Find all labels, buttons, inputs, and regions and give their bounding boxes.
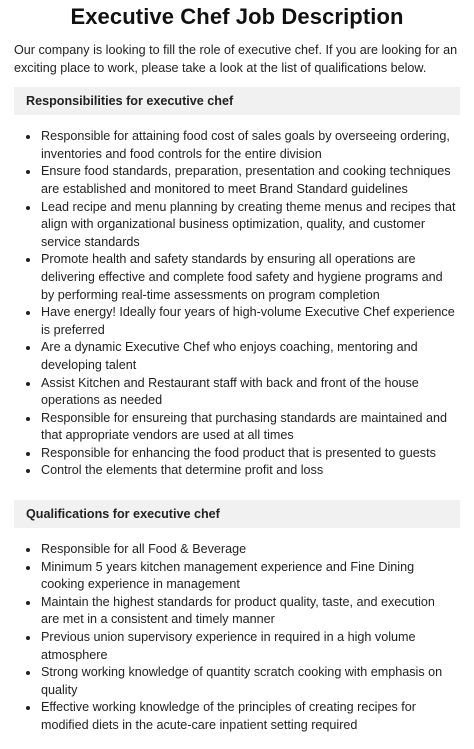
list-item: Promote health and safety standards by ensuring all operations are delivering effective and complete food safety and hygiene programs and by performing real-time assessments on program completion [41, 251, 460, 304]
page-title: Executive Chef Job Description [70, 4, 404, 29]
list-item: Responsible for ensureing that purchasing standards are maintained and that appropriate vendors are used at all times [41, 410, 460, 445]
list-item: Responsible for enhancing the food product that is presented to guests [41, 445, 460, 463]
list-item: Responsible for all Food & Beverage [41, 541, 460, 559]
responsibilities-list [14, 128, 460, 480]
list-item: Previous union supervisory experience in required in a high volume atmosphere [41, 629, 460, 664]
list-item: Have energy! Ideally four years of high-volume Executive Chef experience is preferred [41, 304, 460, 339]
list-item: Lead recipe and menu planning by creating theme menus and recipes that align with organizational business optimization, quality, and customer service standards [41, 199, 460, 252]
list-item: Ensure food standards, preparation, presentation and cooking techniques are established and monitored to meet Brand Standard guidelines [41, 163, 460, 198]
list-item: Minimum 5 years kitchen management experience and Fine Dining cooking experience in management [41, 559, 460, 594]
intro-paragraph: Our company is looking to fill the role of executive chef. If you are looking for an exciting place to work, please take a look at the list of qualifications below. [14, 43, 458, 75]
list-item: Assist Kitchen and Restaurant staff with back and front of the house operations as needed [41, 375, 460, 410]
responsibilities-heading: Responsibilities for executive chef [14, 87, 460, 115]
list-item: Are a dynamic Executive Chef who enjoys coaching, mentoring and developing talent [41, 339, 460, 374]
list-item: Effective working knowledge of the principles of creating recipes for modified diets in the acute-care inpatient setting required [41, 699, 460, 734]
section-spacer [14, 480, 460, 490]
qualifications-list [14, 541, 460, 735]
list-item: Responsible for attaining food cost of sales goals by overseeing ordering, inventories and food controls for the entire division [41, 128, 460, 163]
qualifications-heading: Qualifications for executive chef [14, 500, 460, 528]
list-item: Maintain the highest standards for product quality, taste, and execution are met in a consistent and timely manner [41, 594, 460, 629]
list-item: Control the elements that determine profit and loss [41, 462, 460, 480]
list-item: Strong working knowledge of quantity scratch cooking with emphasis on quality [41, 664, 460, 699]
